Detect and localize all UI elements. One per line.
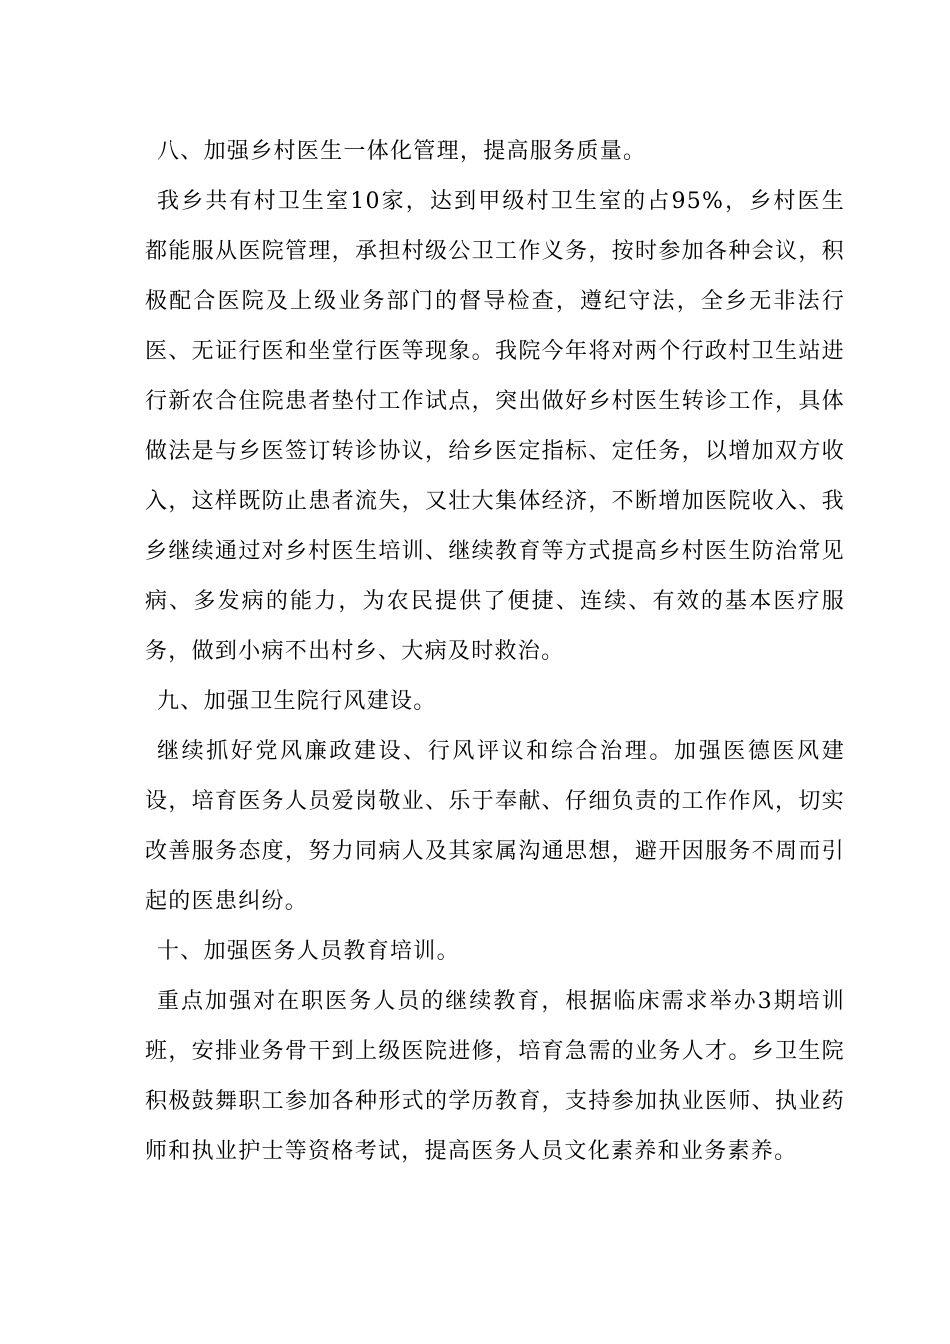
section-heading-10: 十、加强医务人员教育培训。 bbox=[157, 939, 460, 964]
section-heading-8: 八、加强乡村医生一体化管理，提高服务质量。 bbox=[157, 139, 647, 164]
section-body-9: 继续抓好党风廉政建设、行风评议和综合治理。加强医德医风建设，培育医务人员爱岗敬业、乐于奉献、仔细负责的工作作风，切实改善服务态度，努力同病人及其家属沟通思想，避开因服务不周而引起的医患纠纷。 bbox=[145, 739, 845, 914]
section-body-8: 我乡共有村卫生室10家，达到甲级村卫生室的占95%，乡村医生都能服从医院管理，承担村级公卫工作义务，按时参加各种会议，积极配合医院及上级业务部门的督导检查，遵纪守法，全乡无非法行医、无证行医和坐堂行医等现象。我院今年将对两个行政村卫生站进行新农合住院患者垫付工作试点，突出做好乡村医生转诊工作，具体做法是与乡医签订转诊协议，给乡医定指标、定任务，以增加双方收入，这样既防止患者流失，又壮大集体经济，不断增加医院收入、我乡继续通过对乡村医生培训、继续教育等方式提高乡村医生防治常见病、多发病的能力，为农民提供了便捷、连续、有效的基本医疗服务，做到小病不出村乡、大病及时救治。 bbox=[145, 189, 845, 664]
section-body-10: 重点加强对在职医务人员的继续教育，根据临床需求举办3期培训班，安排业务骨干到上级医院进修，培育急需的业务人才。乡卫生院积极鼓舞职工参加各种形式的学历教育，支持参加执业医师、执业药师和执业护士等资格考试，提高医务人员文化素养和业务素养。 bbox=[145, 989, 845, 1164]
section-heading-9: 九、加强卫生院行风建设。 bbox=[157, 689, 437, 714]
document-page bbox=[145, 127, 845, 1177]
